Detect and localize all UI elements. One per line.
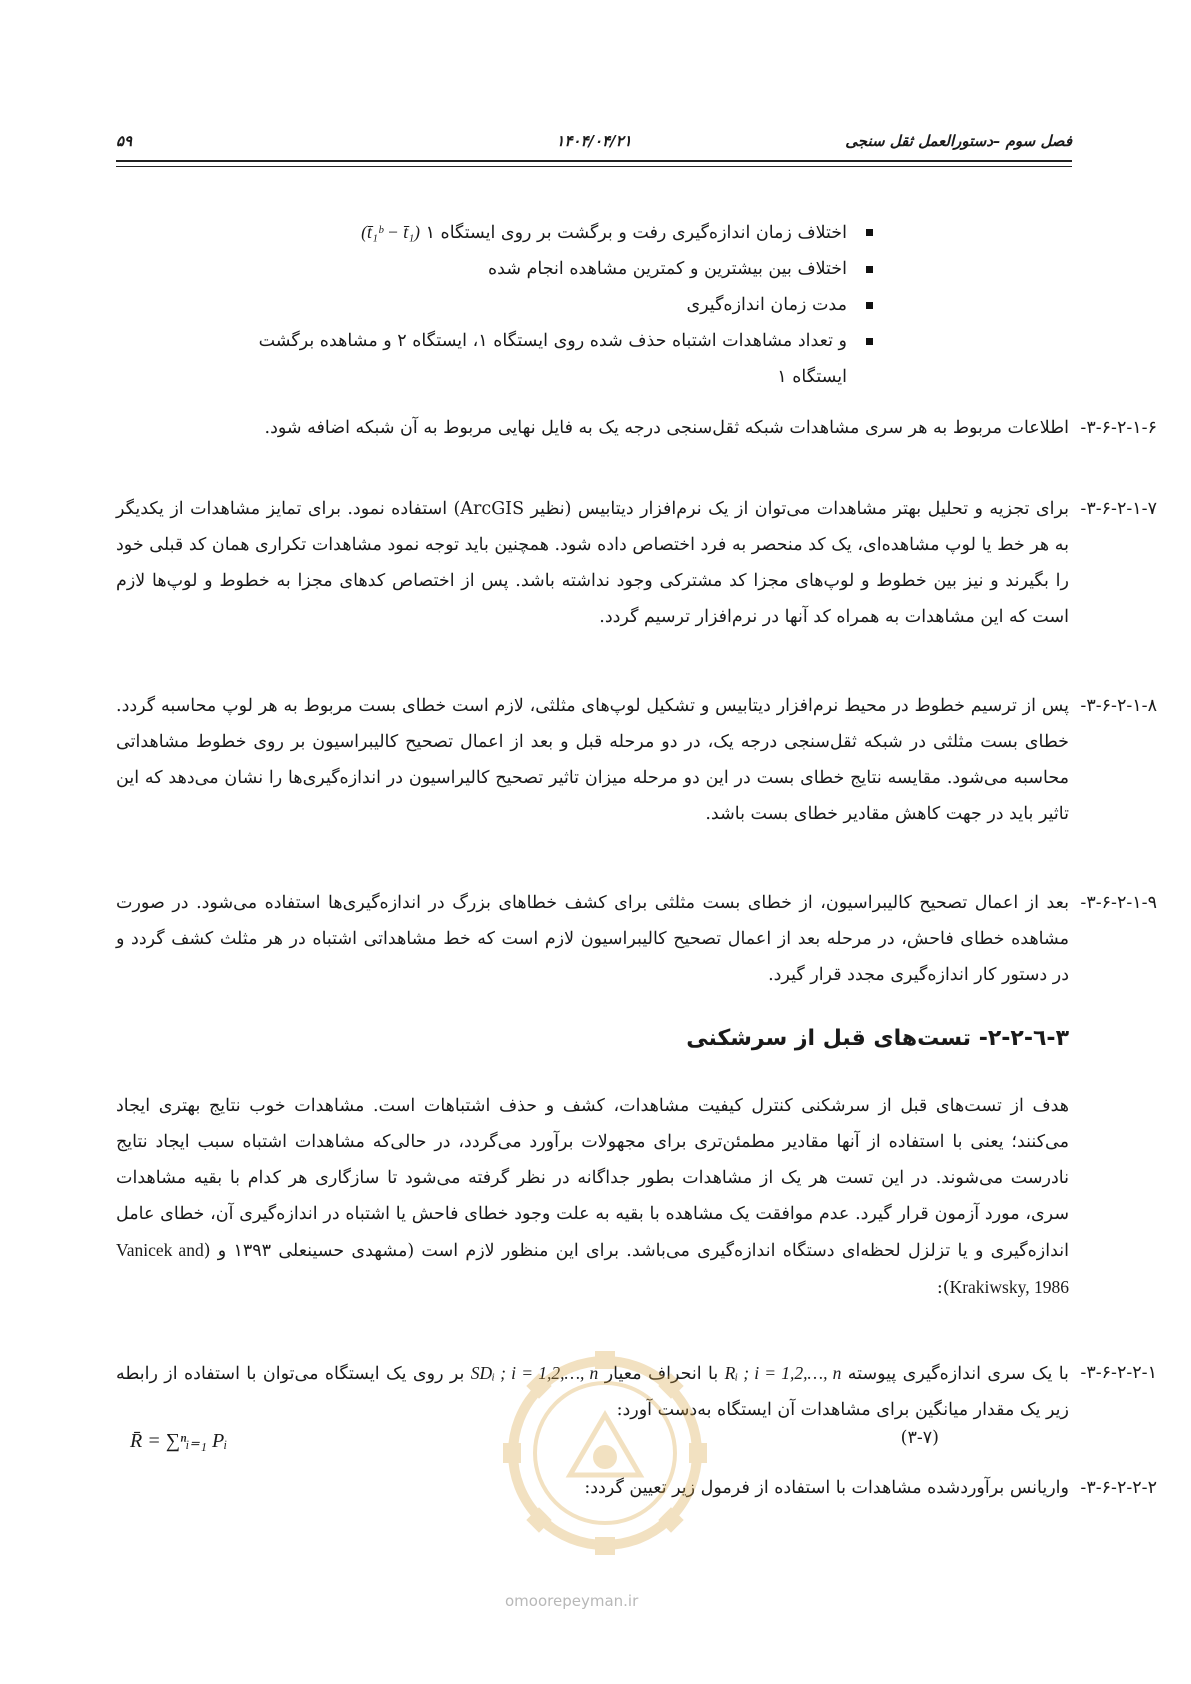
page-number: ۵۹ — [116, 132, 133, 150]
item-text: پس از ترسیم خطوط در محیط نرم‌افزار دیتابیس و تشکیل لوپ‌های مثلثی، لازم است خطای بست مربوط به هر لوپ محاسبه گردد. خطای بست مثلثی در شبکه ثقل‌سنجی درجه یک، در دو مرحله قبل و بعد از اعمال تصحیح کالیبراسیون بر روی خطوط مشاهداتی محاسبه می‌شود. مقایسه نتایج خطای بست در این دو مرحله میزان تاثیر تصحیح کالیراسیون در اندازه‌گیری‌ها را نشان می‌دهد که این تاثیر باید در جهت کاهش مقادیر خطای بست باشد. — [116, 696, 1069, 824]
item-number: ۳-۶-۲-۱-۷- — [1080, 499, 1157, 519]
bullet-item: و تعداد مشاهدات اشتباه حذف شده روی ایستگاه ۱، ایستگاه ۲ و مشاهده برگشت ایستگاه ۱ — [0, 323, 879, 395]
bullet-square-icon — [866, 302, 873, 309]
bullet-square-icon — [866, 266, 873, 273]
header-rule-thin — [116, 166, 1072, 167]
numbered-item: ۳-۶-۲-۲-۱- با یک سری اندازه‌گیری پیوسته Rᵢ ; i = 1,2,…, n با انحراف معیار SDᵢ ; i = 1,2,…, n بر روی یک ایستگاه می‌توان با استفاده از رابطه زیر یک مقدار میانگین برای مشاهدات آن ایستگاه به‌دست آورد: — [116, 1355, 1069, 1428]
item-text: اطلاعات مربوط به هر سری مشاهدات شبکه ثقل‌سنجی درجه یک به فایل نهایی مربوط به آن شبکه اضافه شود. — [264, 418, 1069, 438]
section-heading: ۳-٦-۲-۲- تست‌های قبل از سرشکنی — [686, 1026, 1069, 1051]
watermark-url: omoorepeyman.ir — [505, 1592, 639, 1610]
inline-math: (t̄₁ᵇ − t̄₁) — [361, 222, 420, 242]
numbered-item — [116, 885, 1157, 993]
numbered-item — [116, 688, 1157, 832]
bullet-square-icon — [866, 229, 873, 236]
page-header — [116, 128, 1072, 156]
mean-formula: R̄ = ∑ⁿᵢ₌₁ Pᵢ — [130, 1430, 228, 1452]
body-paragraph: هدف از تست‌های قبل از سرشکنی کنترل کیفیت مشاهدات، کشف و حذف اشتباهات است. مشاهدات خوب نتایج بهتری ایجاد می‌کنند؛ یعنی با استفاده از آنها مقادیر مطمئن‌تری برای مجهولات برآورد می‌گردد، در حالی‌که مشاهدات اشتباه سبب ایجاد نتایج نادرست می‌شوند. در این تست هر یک از مشاهدات بطور جداگانه در نظر گرفته می‌شود تا سازگاری هر کدام با بقیه مشاهدات سری، مورد آزمون قرار گیرد. عدم موافقت یک مشاهده با بقیه به علت وجود خطای فاحش یا اشتباه در اندازه‌گیری آن، خطای عامل اندازه‌گیری و یا تزلزل لحظه‌ای دستگاه اندازه‌گیری می‌باشد. برای این منظور لازم است (مشهدی حسینعلی ۱۳۹۳ و (Vanicek and Krakiwsky, 1986): — [116, 1096, 1070, 1298]
bullet-item: اختلاف بین بیشترین و کمترین مشاهده انجام شده — [116, 251, 879, 287]
item-number: ۳-۶-۲-۱-۶- — [1080, 418, 1157, 438]
english-citation: Vanicek and Krakiwsky, 1986 — [116, 1240, 1069, 1297]
numbered-item — [116, 410, 1157, 446]
equation-number: (۳-۷) — [900, 1428, 939, 1448]
bullet-square-icon — [866, 338, 873, 345]
item-number: ۳-۶-۲-۲-۲- — [1080, 1478, 1157, 1498]
bullet-item: اختلاف زمان اندازه‌گیری رفت و برگشت بر روی ایستگاه ۱ (t̄₁ᵇ − t̄₁) — [116, 214, 879, 251]
item-number: ۳-۶-۲-۲-۱- — [1080, 1363, 1157, 1383]
item-number: ۳-۶-۲-۱-۹- — [1080, 893, 1157, 913]
bullet-list — [116, 214, 879, 395]
numbered-item — [116, 491, 1157, 635]
bullet-item: مدت زمان اندازه‌گیری — [116, 287, 879, 323]
header-date: ۱۴۰۴/۰۴/۲۱ — [556, 132, 632, 150]
item-text: بعد از اعمال تصحیح کالیبراسیون، از خطای بست مثلثی برای کشف خطاهای بزرگ در اندازه‌گیری‌ها استفاده می‌شود. در صورت مشاهده خطای فاحش، در مرحله بعد از اعمال تصحیح کالیبراسیون لازم است که خط مشاهداتی اشتباه در هر مثلث کشف گردد و در دستور کار اندازه‌گیری مجدد قرار گیرد. — [116, 893, 1069, 985]
numbered-item: ۳-۶-۲-۲-۲- واریانس برآوردشده مشاهدات با استفاده از فرمول زیر تعیین گردد: — [116, 1470, 1069, 1506]
chapter-title: فصل سوم –دستورالعمل ثقل سنجی — [845, 132, 1072, 150]
item-text: برای تجزیه و تحلیل بهتر مشاهدات می‌توان از یک نرم‌افزار دیتابیس (نظیر ArcGIS) استفاده نمود. برای تمایز مشاهدات از یکدیگر به هر خط یا لوپ مشاهده‌ای، یک کد منحصر به فرد اختصاص داده شود. همچنین باید توجه نمود مشاهدات تکراری همان کد قبلی خود را بگیرند و نیز بین خطوط و لوپ‌های مجزا کد مشترکی وجود نداشته باشد. پس از اختصاص کدهای مجزا به خطوط و لوپ‌ها لازم است که این مشاهدات به همراه کد آنها در نرم‌افزار ترسیم گردد. — [116, 499, 1069, 627]
inline-math: Rᵢ ; i = 1,2,…, n — [724, 1363, 842, 1383]
item-number: ۳-۶-۲-۱-۸- — [1080, 696, 1157, 716]
inline-math: SDᵢ ; i = 1,2,…, n — [470, 1363, 599, 1383]
header-rule-thick — [116, 160, 1072, 162]
watermark-logo-icon — [490, 1345, 720, 1565]
